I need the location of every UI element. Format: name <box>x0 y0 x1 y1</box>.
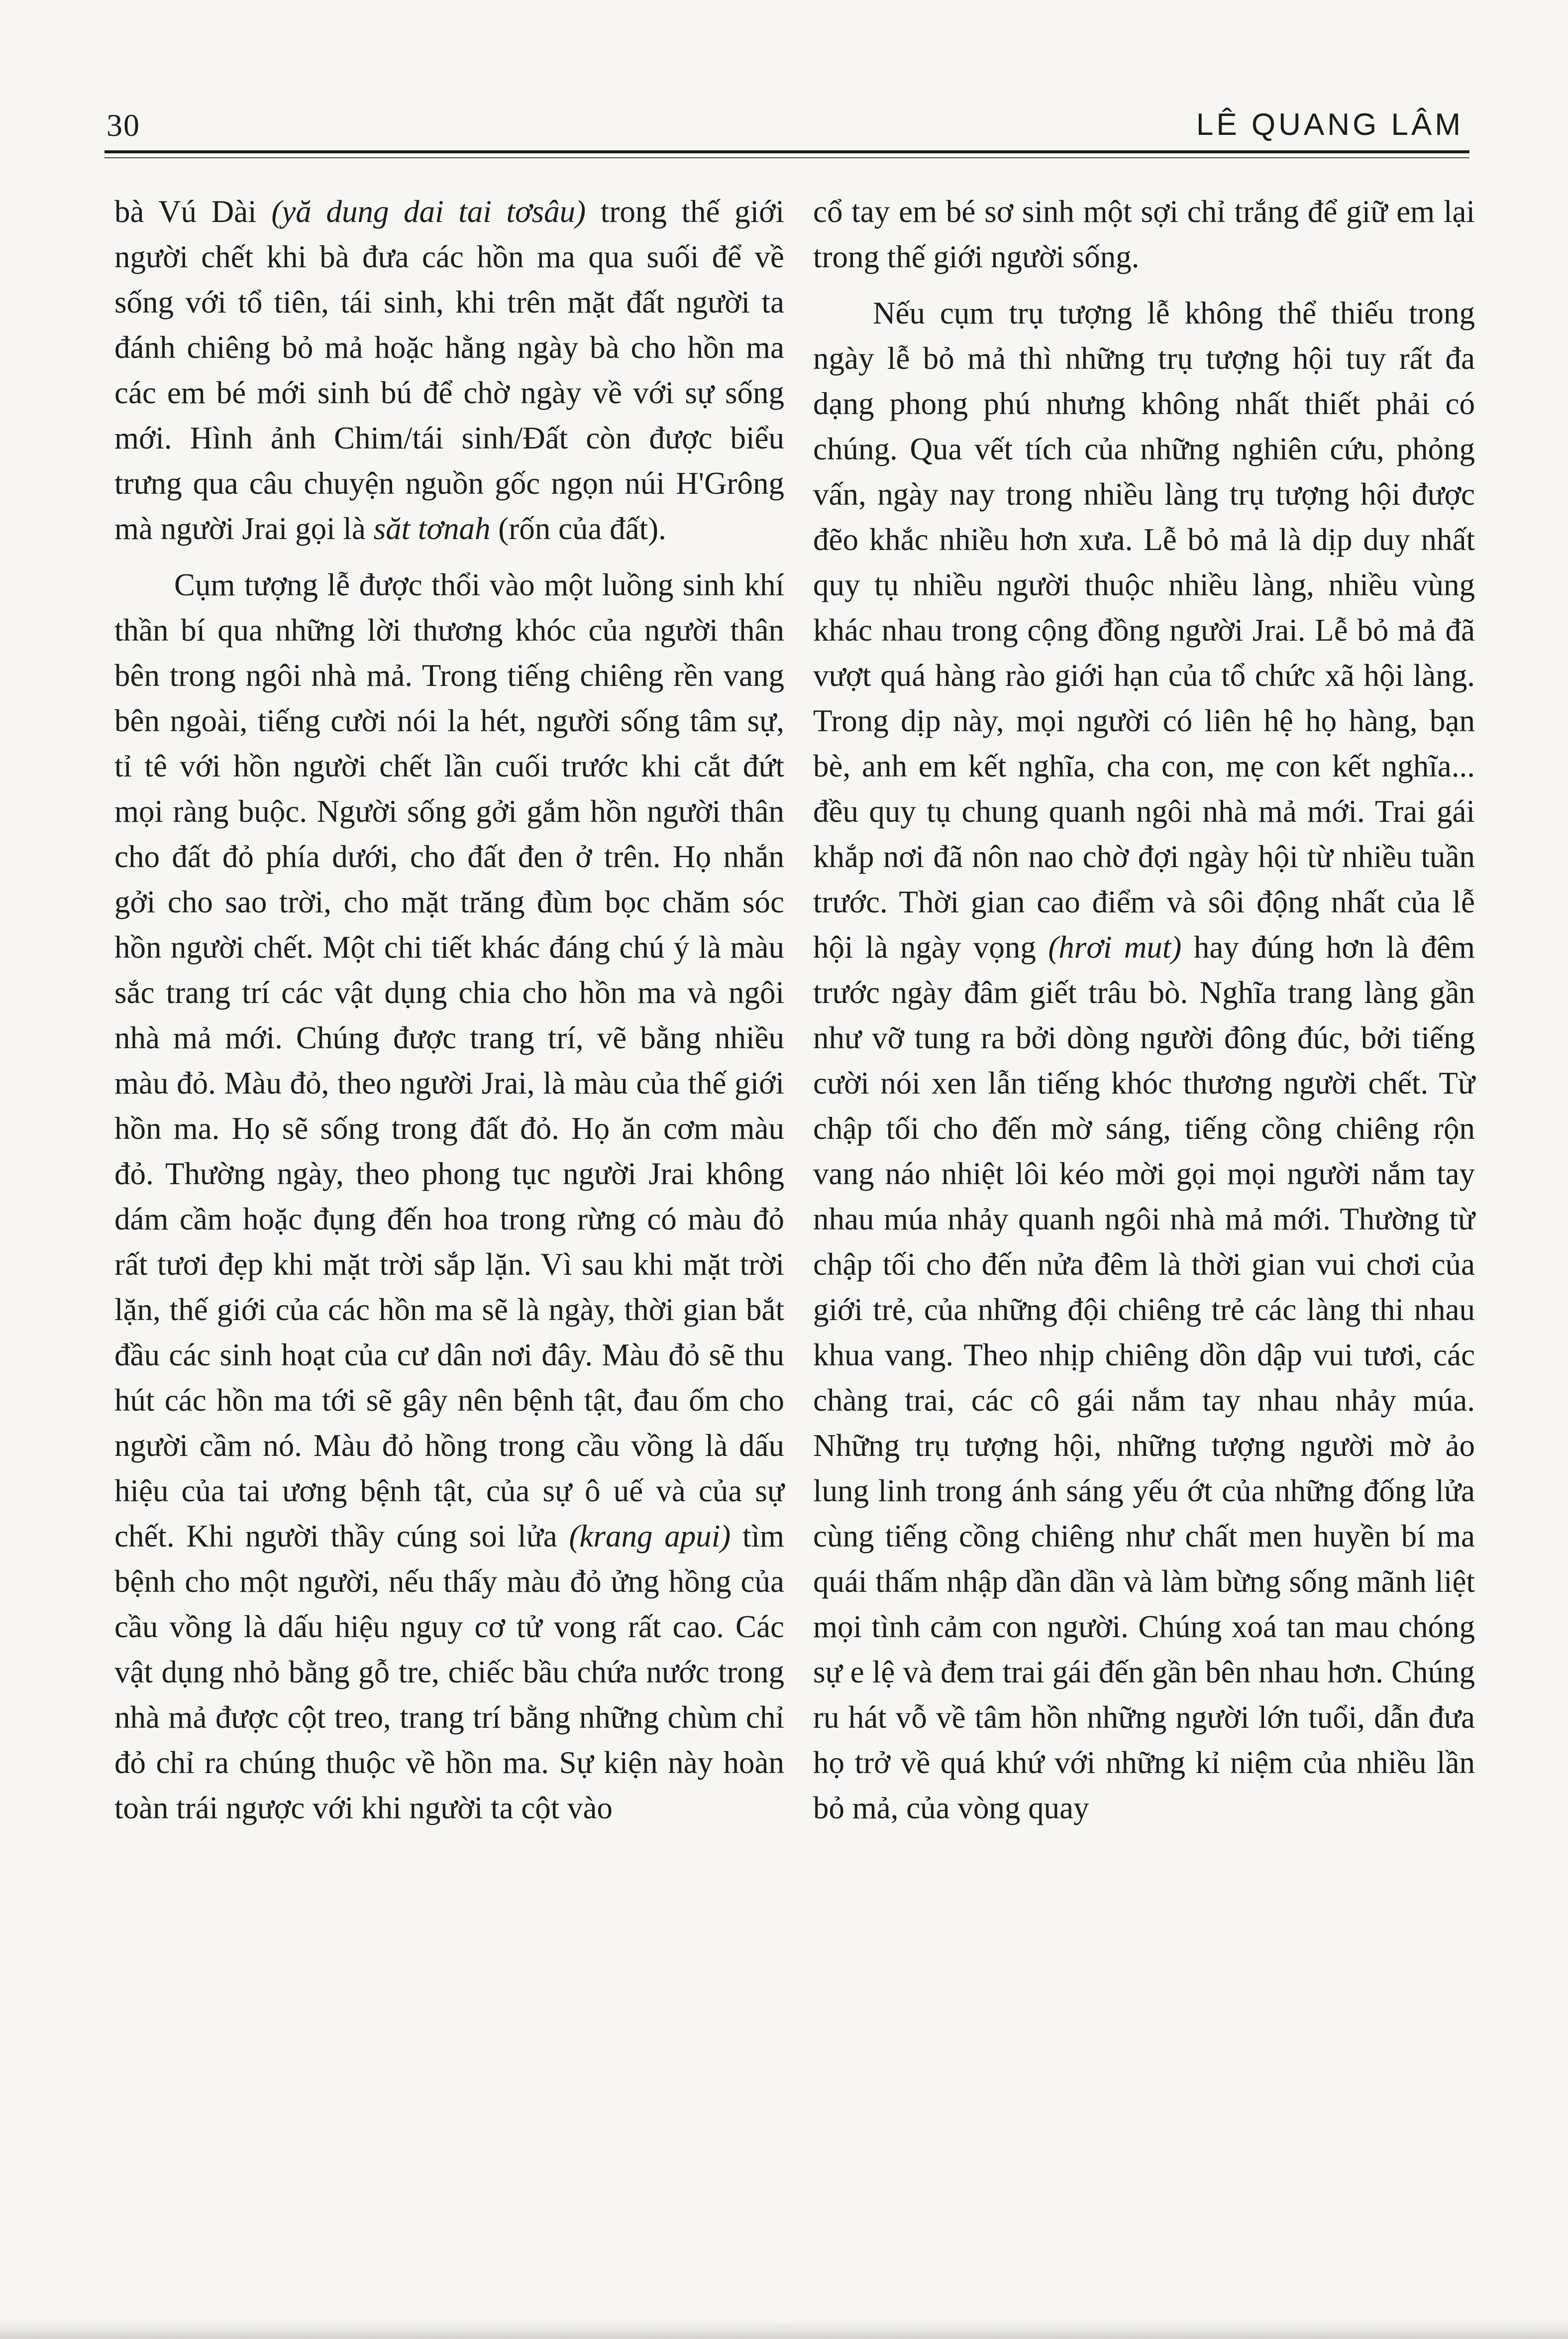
header-rule-thin <box>105 157 1469 158</box>
italic-term: (hrơi mut) <box>1048 930 1182 965</box>
text-run: tìm bệnh cho một người, nếu thấy màu đỏ ửng hồng của cầu vồng là dấu hiệu nguy cơ tử vong rất cao. Các vật dụng nhỏ bằng gỗ tre, chiếc bầu chứa nước trong nhà mả được cột treo, trang trí bằng những chùm chỉ đỏ chỉ ra chúng thuộc về hồn ma. Sự kiện này hoàn toàn trái ngược với khi người ta cột vào <box>114 1519 784 1825</box>
left-column <box>114 189 784 1831</box>
italic-term: (yă dung dai tai tơsâu) <box>271 194 586 229</box>
running-header-author: LÊ QUANG LÂM <box>1196 108 1463 142</box>
italic-term: (krang apui) <box>569 1519 731 1554</box>
text-run: Cụm tượng lễ được thổi vào một luồng sinh khí thần bí qua những lời thương khóc của người thân bên trong ngôi nhà mả. Trong tiếng chiêng rền vang bên ngoài, tiếng cười nói la hét, người sống tâm sự, tỉ tê với hồn người chết lần cuối trước khi cắt đứt mọi ràng buộc. Người sống gởi gắm hồn người thân cho đất đỏ phía dưới, cho đất đen ở trên. Họ nhắn gởi cho sao trời, cho mặt trăng đùm bọc chăm sóc hồn người chết. Một chi tiết khác đáng chú ý là màu sắc trang trí các vật dụng chia cho hồn ma và ngôi nhà mả mới. Chúng được trang trí, vẽ bằng nhiều màu đỏ. Màu đỏ, theo người Jrai, là màu của thế giới hồn ma. Họ sẽ sống trong đất đỏ. Họ ăn cơm màu đỏ. Thường ngày, theo phong tục người Jrai không dám cầm hoặc đụng đến hoa trong rừng có màu đỏ rất tươi đẹp khi mặt trời sắp lặn. Vì sau khi mặt trời lặn, thế giới của các hồn ma sẽ là ngày, thời gian bắt đầu các sinh hoạt của cư dân nơi đây. Màu đỏ sẽ thu hút các hồn ma tới sẽ gây nên bệnh tật, đau ốm cho người cầm nó. Màu đỏ hồng trong cầu vồng là dấu hiệu của tai ương bệnh tật, của sự ô uế và của sự chết. Khi người thầy cúng soi lửa <box>114 567 784 1554</box>
header-rule <box>105 150 1469 153</box>
text-run: (rốn của đất). <box>490 511 666 546</box>
italic-term: săt tơnah <box>373 511 491 546</box>
paragraph: cổ tay em bé sơ sinh một sợi chỉ trắng để giữ em lại trong thế giới người sống. <box>813 194 1475 274</box>
text-run: Nếu cụm trụ tượng lễ không thể thiếu trong ngày lễ bỏ mả thì những trụ tượng hội tuy rất đa dạng phong phú nhưng không nhất thiết phải có chúng. Qua vết tích của những nghiên cứu, phỏng vấn, ngày nay trong nhiều làng trụ tượng hội được đẽo khắc nhiều hơn xưa. Lễ bỏ mả là dịp duy nhất quy tụ nhiều người thuộc nhiều làng, nhiều vùng khác nhau trong cộng đồng người Jrai. Lễ bỏ mả đã vượt quá hàng rào giới hạn của tổ chức xã hội làng. Trong dịp này, mọi người có liên hệ họ hàng, bạn bè, anh em kết nghĩa, cha con, mẹ con kết nghĩa... đều quy tụ chung quanh ngôi nhà mả mới. Trai gái khắp nơi đã nôn nao chờ đợi ngày hội từ nhiều tuần trước. Thời gian cao điểm và sôi động nhất của lễ hội là ngày vọng <box>813 296 1475 965</box>
page-number: 30 <box>106 108 140 143</box>
text-run: hay đúng hơn là đêm trước ngày đâm giết trâu bò. Nghĩa trang làng gần như vỡ tung ra bởi dòng người đông đúc, bởi tiếng cười nói xen lẫn tiếng khóc thương người chết. Từ chập tối cho đến mờ sáng, tiếng cồng chiêng rộn vang náo nhiệt lôi kéo mời gọi mọi người nắm tay nhau múa nhảy quanh ngôi nhà mả mới. Thường từ chập tối cho đến nửa đêm là thời gian vui chơi của giới trẻ, của những đội chiêng trẻ các làng thi nhau khua vang. Theo nhịp chiêng dồn dập vui tươi, các chàng trai, các cô gái nắm tay nhau nhảy múa. Những trụ tượng hội, những tượng người mờ ảo lung linh trong ánh sáng yếu ớt của những đống lửa cùng tiếng cồng chiêng như chất men huyền bí ma quái thấm nhập dần dần và làm bừng sống mãnh liệt mọi tình cảm con người. Chúng xoá tan mau chóng sự e lệ và đem trai gái đến gần bên nhau hơn. Chúng ru hát vỗ về tâm hồn những người lớn tuổi, dẫn đưa họ trở về quá khứ với những kỉ niệm của nhiều lần bỏ mả, của vòng quay <box>813 930 1475 1825</box>
text-run: trong thế giới người chết khi bà đưa các hồn ma qua suối để về sống với tổ tiên, tái sinh, khi trên mặt đất người ta đánh chiêng bỏ mả hoặc hằng ngày bà cho hồn ma các em bé mới sinh bú để chờ ngày về với sự sống mới. Hình ảnh Chim/tái sinh/Đất còn được biểu trưng qua câu chuyện nguồn gốc ngọn núi H'Grông mà người Jrai gọi là <box>114 194 784 546</box>
text-run: bà Vú Dài <box>114 194 272 229</box>
paragraph <box>114 189 784 552</box>
scan-edge-shadow <box>0 2319 1568 2339</box>
paragraph <box>813 291 1475 1831</box>
paragraph <box>114 562 784 1831</box>
right-column <box>813 189 1475 1831</box>
